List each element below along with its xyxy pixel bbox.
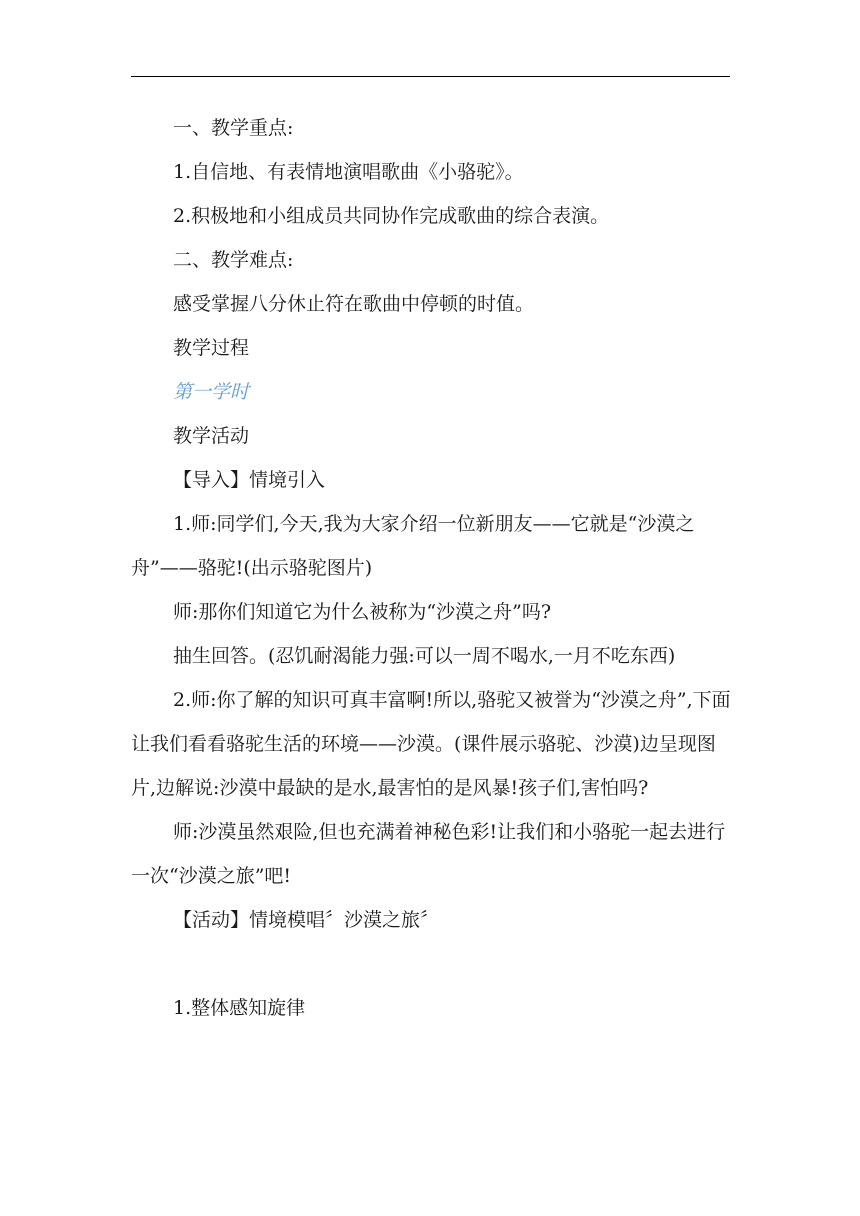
activity-step-1: 1.整体感知旋律 (173, 997, 306, 1019)
heading-key-points: 一、教学重点: (173, 117, 294, 139)
key-point-1: 1.自信地、有表情地演唱歌曲《小骆驼》。 (173, 161, 524, 183)
intro-heading: 【导入】情境引入 (173, 469, 326, 491)
heading-difficulties: 二、教学难点: (173, 249, 294, 271)
first-lesson-heading: 第一学时 (173, 381, 250, 403)
header-rule (131, 76, 730, 77)
heading-process: 教学过程 (173, 337, 250, 359)
heading-activities: 教学活动 (173, 425, 250, 447)
blank-line (131, 942, 731, 986)
document-body (131, 106, 731, 1030)
key-point-2: 2.积极地和小组成员共同协作完成歌曲的综合表演。 (173, 205, 610, 227)
difficulty-1: 感受掌握八分休止符在歌曲中停顿的时值。 (173, 293, 535, 315)
intro-question: 师:那你们知道它为什么被称为“沙漠之舟”吗? (173, 601, 552, 623)
intro-answer: 抽生回答。(忍饥耐渴能力强:可以一周不喝水,一月不吃东西) (173, 645, 676, 667)
intro-paragraph-3: 师:沙漠虽然艰险,但也充满着神秘色彩!让我们和小骆驼一起去进行一次“沙漠之旅”吧! (131, 821, 726, 887)
intro-paragraph-1: 1.师:同学们,今天,我为大家介绍一位新朋友——它就是“沙漠之舟”——骆驼!(出示骆驼图片) (131, 513, 695, 579)
activity-heading: 【活动】情境模唱〞沙漠之旅〞 (173, 909, 440, 931)
intro-paragraph-2: 2.师:你了解的知识可真丰富啊!所以,骆驼又被誉为“沙漠之舟”,下面让我们看看骆驼生活的环境——沙漠。(课件展示骆驼、沙漠)边呈现图片,边解说:沙漠中最缺的是水,最害怕的是风暴!孩子们,害怕吗? (131, 689, 731, 799)
